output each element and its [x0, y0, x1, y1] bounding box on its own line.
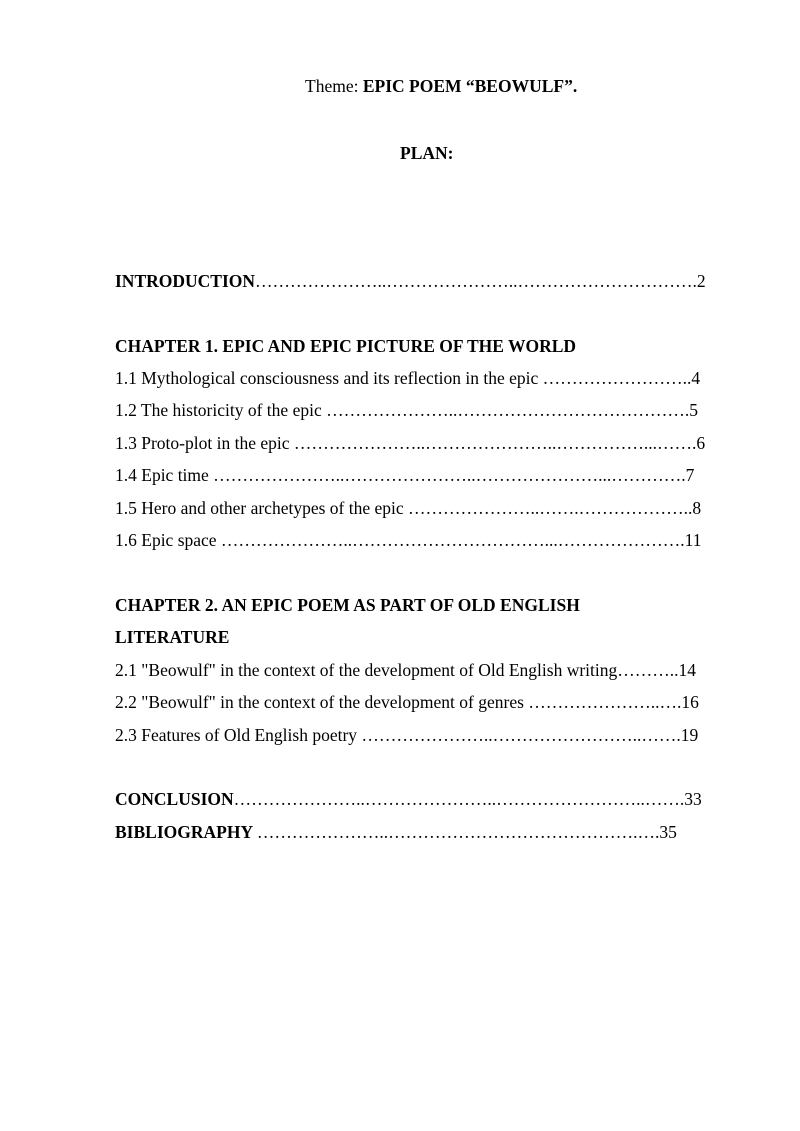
- toc-introduction-leader: …………………..…………………..………………………….2: [255, 271, 706, 291]
- theme-heading: [305, 76, 577, 97]
- toc-introduction-label: INTRODUCTION: [115, 271, 256, 291]
- toc-conclusion-label: CONCLUSION: [115, 789, 234, 809]
- toc-chapter1-title: CHAPTER 1. EPIC AND EPIC PICTURE OF THE WORLD: [115, 336, 577, 356]
- toc-item-2-3: 2.3 Features of Old English poetry …………………..……………………..…….19: [115, 725, 699, 745]
- theme-label: Theme:: [305, 76, 363, 96]
- theme-title: EPIC POEM “BEOWULF”.: [362, 76, 578, 96]
- toc-item-1-4: 1.4 Epic time …………………..…………………..…………………...………….7: [115, 465, 695, 485]
- toc-chapter2-title-line2: LITERATURE: [115, 627, 230, 647]
- toc-bibliography-label: BIBLIOGRAPHY: [115, 822, 257, 842]
- toc-bibliography-leader: …………………..…………………………………….….35: [256, 822, 677, 842]
- toc-item-1-6: 1.6 Epic space …………………..……………………………...………………….11: [115, 530, 702, 550]
- plan-heading: PLAN:: [400, 143, 454, 163]
- toc-item-1-2: 1.2 The historicity of the epic …………………..………………………………….5: [115, 400, 698, 420]
- toc-item-2-1: 2.1 "Beowulf" in the context of the development of Old English writing………..14: [115, 660, 697, 680]
- toc-conclusion: [115, 789, 702, 810]
- toc-item-1-1: 1.1 Mythological consciousness and its reflection in the epic ……………………..4: [115, 368, 701, 388]
- toc-item-1-3: 1.3 Proto-plot in the epic …………………..…………………..……………...…….6: [115, 433, 706, 453]
- toc-item-2-2: 2.2 "Beowulf" in the context of the development of genres …………………..….16: [115, 692, 699, 712]
- toc-introduction: [115, 271, 706, 292]
- toc-chapter2-title-line1: CHAPTER 2. AN EPIC POEM AS PART OF OLD ENGLISH: [115, 595, 580, 615]
- toc-conclusion-leader: …………………..…………………..……………………..…….33: [233, 789, 702, 809]
- toc-bibliography: [115, 822, 677, 843]
- toc-item-1-5: 1.5 Hero and other archetypes of the epic …………………..…….………………..8: [115, 498, 702, 518]
